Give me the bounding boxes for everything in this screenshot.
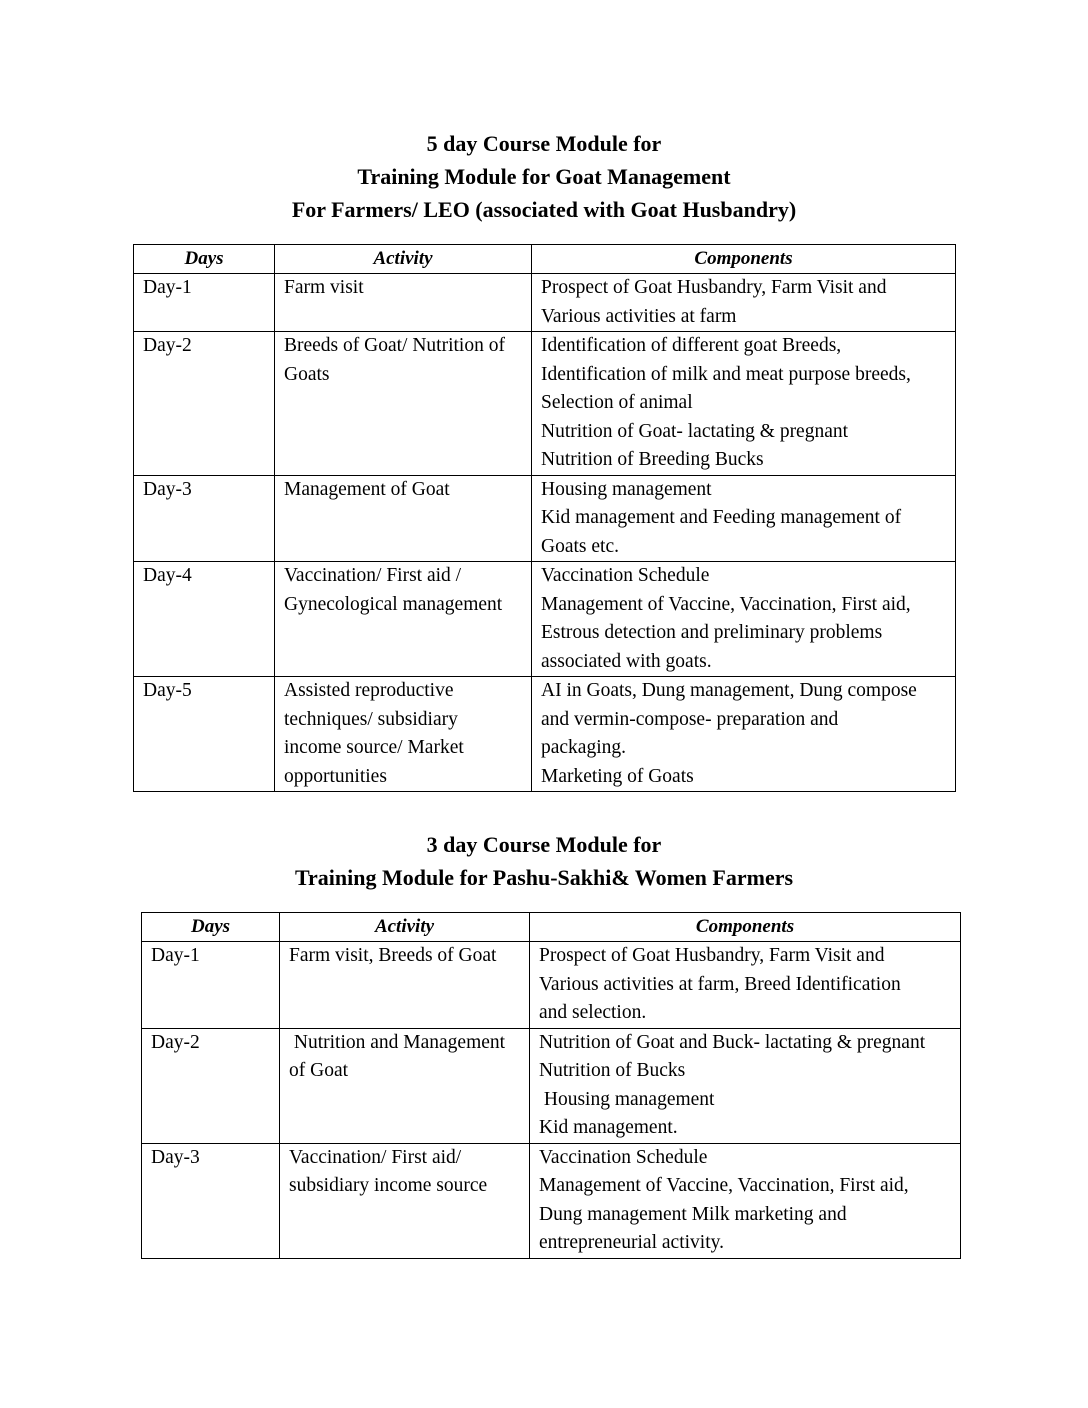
activity-line: techniques/ subsidiary (284, 708, 458, 730)
component-line: Various activities at farm, Breed Identification (539, 973, 901, 995)
activity-line: Management of Goat (284, 478, 450, 500)
activity-cell (275, 332, 532, 476)
module1-title-line-3: For Farmers/ LEO (associated with Goat Husbandry) (291, 197, 797, 222)
component-line: Selection of animal (541, 392, 693, 413)
component-line: Vaccination Schedule (541, 565, 710, 586)
activity-line: Nutrition and Management (289, 1031, 506, 1053)
activity-line: Assisted reproductive (284, 680, 454, 701)
header-days: Days (142, 913, 280, 942)
day-cell (134, 562, 275, 677)
day-label: Day-4 (143, 565, 192, 586)
table-row (134, 274, 956, 332)
day-label: Day-1 (151, 945, 200, 966)
day-cell (142, 942, 280, 1029)
component-line: Kid management. (539, 1117, 678, 1138)
activity-cell (280, 942, 530, 1029)
module2-title-line-2: Training Module for Pashu-Sakhi& Women Farmers (294, 865, 794, 890)
day-label: Day-5 (143, 680, 192, 701)
components-cell (532, 562, 956, 677)
day-cell (142, 1143, 280, 1258)
components-cell (532, 475, 956, 562)
component-line: and selection. (539, 1002, 647, 1023)
activity-line: Gynecological management (284, 593, 503, 615)
component-line: Nutrition of Breeding Bucks (541, 449, 764, 470)
activity-cell (275, 562, 532, 677)
table-header-row (134, 245, 956, 274)
component-line: Management of Vaccine, Vaccination, First aid, (539, 1175, 909, 1196)
component-line: entrepreneurial activity. (539, 1232, 724, 1253)
day-label: Day-3 (143, 478, 192, 500)
day-label: Day-3 (151, 1146, 200, 1168)
component-line: packaging. (541, 737, 627, 758)
component-line: Nutrition of Bucks (539, 1060, 686, 1081)
component-line: Various activities at farm (541, 305, 737, 327)
component-line: Prospect of Goat Husbandry, Farm Visit and (539, 945, 885, 966)
module2-table (141, 912, 961, 1259)
component-line: and vermin-compose- preparation and (541, 708, 839, 730)
module2-title-line-1: 3 day Course Module for (426, 832, 662, 857)
component-line: Dung management Milk marketing and (539, 1203, 847, 1225)
activity-line: Breeds of Goat/ Nutrition of (284, 335, 505, 356)
component-line: Nutrition of Goat and Buck- lactating & pregnant (539, 1031, 926, 1053)
components-cell (532, 677, 956, 792)
table-row (142, 942, 961, 1029)
component-line: Vaccination Schedule (539, 1146, 708, 1168)
activity-line: Vaccination/ First aid / (284, 565, 462, 586)
components-cell (530, 942, 961, 1029)
component-line: Nutrition of Goat- lactating & pregnant (541, 420, 849, 442)
table-row (134, 562, 956, 677)
table-row (134, 332, 956, 476)
module1-title-line-1: 5 day Course Module for (426, 131, 662, 156)
module1-heading (0, 127, 1088, 226)
activity-line: Vaccination/ First aid/ (289, 1146, 462, 1168)
table-row (134, 475, 956, 562)
activity-cell (275, 677, 532, 792)
component-line: Identification of milk and meat purpose breeds, (541, 363, 911, 385)
day-label: Day-2 (151, 1031, 200, 1053)
day-cell (134, 475, 275, 562)
module1-title-line-2: Training Module for Goat Management (357, 164, 731, 189)
activity-line: Goats (284, 363, 330, 385)
header-activity: Activity (280, 913, 530, 942)
table-header-row (142, 913, 961, 942)
activity-line: of Goat (289, 1060, 349, 1081)
header-days: Days (134, 245, 275, 274)
header-activity: Activity (275, 245, 532, 274)
day-label: Day-2 (143, 335, 192, 356)
component-line: associated with goats. (541, 650, 712, 672)
activity-cell (280, 1028, 530, 1143)
table-row (134, 677, 956, 792)
day-cell (134, 274, 275, 332)
activity-cell (280, 1143, 530, 1258)
day-label: Day-1 (143, 277, 192, 298)
activity-line: Farm visit (284, 277, 364, 298)
module2-heading (0, 828, 1088, 894)
component-line: AI in Goats, Dung management, Dung compose (541, 680, 917, 701)
header-components: Components (532, 245, 956, 274)
day-cell (134, 677, 275, 792)
activity-cell (275, 475, 532, 562)
day-cell (142, 1028, 280, 1143)
component-line: Identification of different goat Breeds, (541, 335, 842, 356)
activity-line: Farm visit, Breeds of Goat (289, 945, 497, 966)
activity-line: income source/ Market (284, 737, 464, 758)
activity-line: subsidiary income source (289, 1175, 488, 1196)
table-row (142, 1028, 961, 1143)
component-line: Marketing of Goats (541, 765, 694, 787)
component-line: Management of Vaccine, Vaccination, First aid, (541, 593, 911, 615)
component-line: Housing management (541, 478, 712, 500)
header-components: Components (530, 913, 961, 942)
component-line: Goats etc. (541, 535, 619, 557)
components-cell (530, 1028, 961, 1143)
activity-line: opportunities (284, 765, 387, 787)
component-line: Estrous detection and preliminary problems (541, 622, 883, 643)
component-line: Kid management and Feeding management of (541, 507, 902, 528)
components-cell (530, 1143, 961, 1258)
component-line: Housing management (539, 1088, 715, 1110)
table-row (142, 1143, 961, 1258)
components-cell (532, 332, 956, 476)
component-line: Prospect of Goat Husbandry, Farm Visit and (541, 277, 887, 298)
module1-table (133, 244, 956, 792)
components-cell (532, 274, 956, 332)
day-cell (134, 332, 275, 476)
activity-cell (275, 274, 532, 332)
